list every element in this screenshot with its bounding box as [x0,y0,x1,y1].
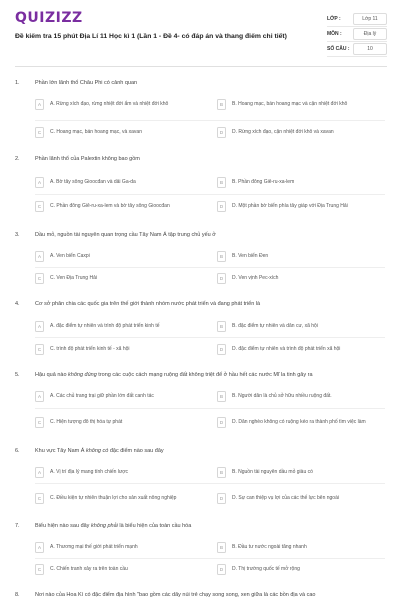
option-b[interactable] [217,539,387,555]
info-value-subject: Địa lý [353,28,387,40]
option-divider [35,267,385,268]
option-letter-box: B [217,251,226,262]
question-text-emphasis: không phải [90,523,118,529]
option-text: A. Thương mại thế giới phát triển mạnh [50,543,138,550]
option-text: D. Sự can thiệp vụ lợi của các thế lực bên ngoài [232,494,339,501]
option-text: D. đặc điểm tự nhiên và trình độ phát triển xã hội [232,345,341,352]
option-c[interactable] [35,124,205,140]
option-letter-box: B [217,177,226,188]
option-text: A. Rừng xích đạo, rừng nhiệt đới ẩm và nhiệt đới khô [50,100,169,107]
option-text: A. Ven biển Caxpi [50,252,90,259]
option-text: C. trình độ phát triển kinh tế - xã hội [50,345,130,352]
option-a[interactable] [35,248,205,264]
option-letter-box: D [217,417,226,428]
option-divider [35,120,385,121]
option-letter-box: A [35,99,44,110]
question-text: Phần lãnh thổ của Palextin không bao gồm [35,156,140,162]
option-text: A. Bờ tây sông Gioocđan và dải Ga-da [50,178,136,185]
option-text: D. Ven vịnh Pec-xích [232,274,279,281]
question-text [35,523,385,529]
option-letter-box: C [35,201,44,212]
worksheet-header [0,0,400,64]
question-number: 5. [15,372,20,378]
question-text-part: Biểu hiện nào sau đây [35,523,91,529]
info-row-count [327,42,387,57]
option-text: C. Chiến tranh xảy ra trên toàn cầu [50,565,128,572]
option-c[interactable] [35,414,205,430]
option-text: B. Đầu tư nước ngoài tăng nhanh [232,543,307,550]
option-d[interactable] [217,124,387,140]
option-text: A. Vị trí địa lý mang tính chiến lược [50,468,129,475]
option-letter-box: B [217,99,226,110]
option-letter-box: D [217,273,226,284]
question-number: 4. [15,301,20,307]
question-text-part: Khu vực Tây Nam Á [35,448,86,454]
worksheet-title: Đề kiểm tra 15 phút Địa Lí 11 Học kì 1 (Lần 1 - Đề 4- có đáp án và thang điểm chi tiết) [15,33,287,40]
option-text: C. Hoang mạc, bán hoang mạc, và xavan [50,128,142,135]
question-text-part: là biểu hiện của toàn cầu hóa [117,523,192,529]
option-letter-box: D [217,493,226,504]
option-letter-box: B [217,321,226,332]
option-divider [35,408,385,409]
option-letter-box: D [217,564,226,575]
option-text: A. đặc điểm tự nhiên và trình độ phát triển kinh tế [50,322,160,329]
option-c[interactable] [35,270,205,286]
question-text [35,448,385,454]
option-b[interactable] [217,318,387,334]
question-text: Nơi nào của Hoa Kì có đặc điểm địa hình "bao gồm các dãy núi trẻ chạy song song, xen giữa là các bồn địa và cao [35,592,316,598]
option-letter-box: D [217,127,226,138]
question-number: 8. [15,592,20,598]
option-letter-box: A [35,542,44,553]
option-text: C. Điều kiện tự nhiên thuận lợi cho sản xuất nông nghiệp [50,494,177,501]
question-text-emphasis: không đúng [68,372,97,378]
option-a[interactable] [35,96,185,112]
option-b[interactable] [217,388,387,404]
info-label-subject: MÔN : [327,31,342,37]
info-value-class: Lớp 11 [353,13,387,25]
option-divider [35,194,385,195]
option-text: B. Ven biển Đen [232,252,269,259]
option-text: D. Thị trường quốc tế mở rộng [232,565,300,572]
option-c[interactable] [35,490,205,506]
option-b[interactable] [217,174,387,190]
option-text: B. Hoang mạc, bán hoang mạc và cận nhiệt đới khô [232,100,348,107]
info-label-class: LỚP : [327,16,341,22]
info-row-subject [327,27,387,42]
option-text: D. Một phần bờ biển phía tây giáp với Địa Trung Hải [232,202,348,209]
option-a[interactable] [35,318,210,334]
option-divider [35,558,385,559]
question-text: Dầu mỏ, nguồn tài nguyên quan trọng cầu Tây Nam Á tập trung chủ yếu ở [35,232,216,238]
header-divider [15,66,387,67]
option-letter-box: A [35,321,44,332]
option-divider [35,337,385,338]
question-text-part: đặc điểm nào sau đây [108,448,164,454]
option-d[interactable] [217,341,397,357]
option-letter-box: C [35,564,44,575]
option-letter-box: A [35,177,44,188]
question-text: Phần lớn lãnh thổ Châu Phi có cảnh quan [35,80,138,86]
info-label-count: SỐ CÂU : [327,46,350,52]
option-text: B. đặc điểm tự nhiên và dân cư, xã hội [232,322,318,329]
option-d[interactable] [217,198,397,214]
option-text: C. Ven Địa Trung Hải [50,274,97,281]
option-divider [35,483,385,484]
option-letter-box: B [217,542,226,553]
question-number: 1. [15,80,20,86]
option-b[interactable] [217,464,387,480]
option-letter-box: A [35,391,44,402]
option-letter-box: C [35,344,44,355]
info-table [327,12,387,57]
option-letter-box: C [35,493,44,504]
option-letter-box: B [217,467,226,478]
option-b[interactable] [217,96,397,112]
question-number: 3. [15,232,20,238]
option-text: A. Các chủ trang trại giữ phần lớn đất canh tác [50,392,154,399]
quizizz-logo: QUIZIZZ [15,10,83,26]
option-c[interactable] [35,561,205,577]
question-text [35,372,385,378]
info-row-class [327,12,387,27]
option-a[interactable] [35,174,205,190]
option-letter-box: D [217,201,226,212]
option-letter-box: A [35,251,44,262]
option-b[interactable] [217,248,387,264]
option-text: C. Hiện tượng đô thị hóa tự phát [50,418,123,425]
question-text: Cơ sở phân chia các quốc gia trên thế giới thành nhóm nước phát triển và đang phát triển là [35,301,261,307]
question-number: 7. [15,523,20,529]
option-letter-box: C [35,417,44,428]
option-letter-box: B [217,391,226,402]
question-text-part: trong các cuộc cách mạng ruộng đất không triệt để ở hầu hết các nước Mĩ la tinh gây ra [96,372,313,378]
option-letter-box: C [35,127,44,138]
option-d[interactable] [217,270,387,286]
question-text-part: Hậu quả nào [35,372,69,378]
option-a[interactable] [35,464,205,480]
option-d[interactable] [217,561,387,577]
option-a[interactable] [35,388,210,404]
option-text: D. Rừng xích đạo, cận nhiệt đới khô và xavan [232,128,334,135]
option-letter-box: D [217,344,226,355]
option-text: D. Dân nghèo không có ruộng kéo ra thành phố tìm việc làm [232,418,366,425]
info-value-count: 10 [353,43,387,55]
option-c[interactable] [35,198,205,214]
option-c[interactable] [35,341,205,357]
question-number: 6. [15,448,20,454]
option-letter-box: A [35,467,44,478]
option-letter-box: C [35,273,44,284]
option-text: B. Phần đông Giê-ru-xa-lem [232,178,295,185]
option-text: B. Nguồn tài nguyên dầu mỏ giàu có [232,468,313,475]
option-text: B. Người dân là chủ sở hữu nhiều ruộng đất. [232,392,332,399]
option-d[interactable] [217,414,387,430]
option-a[interactable] [35,539,205,555]
question-text-emphasis: không có [85,448,109,454]
question-number: 2. [15,156,20,162]
option-text: C. Phần đông Giê-ru-xa-lem và bờ tây sông Gioocđan [50,202,170,209]
option-d[interactable] [217,490,392,506]
